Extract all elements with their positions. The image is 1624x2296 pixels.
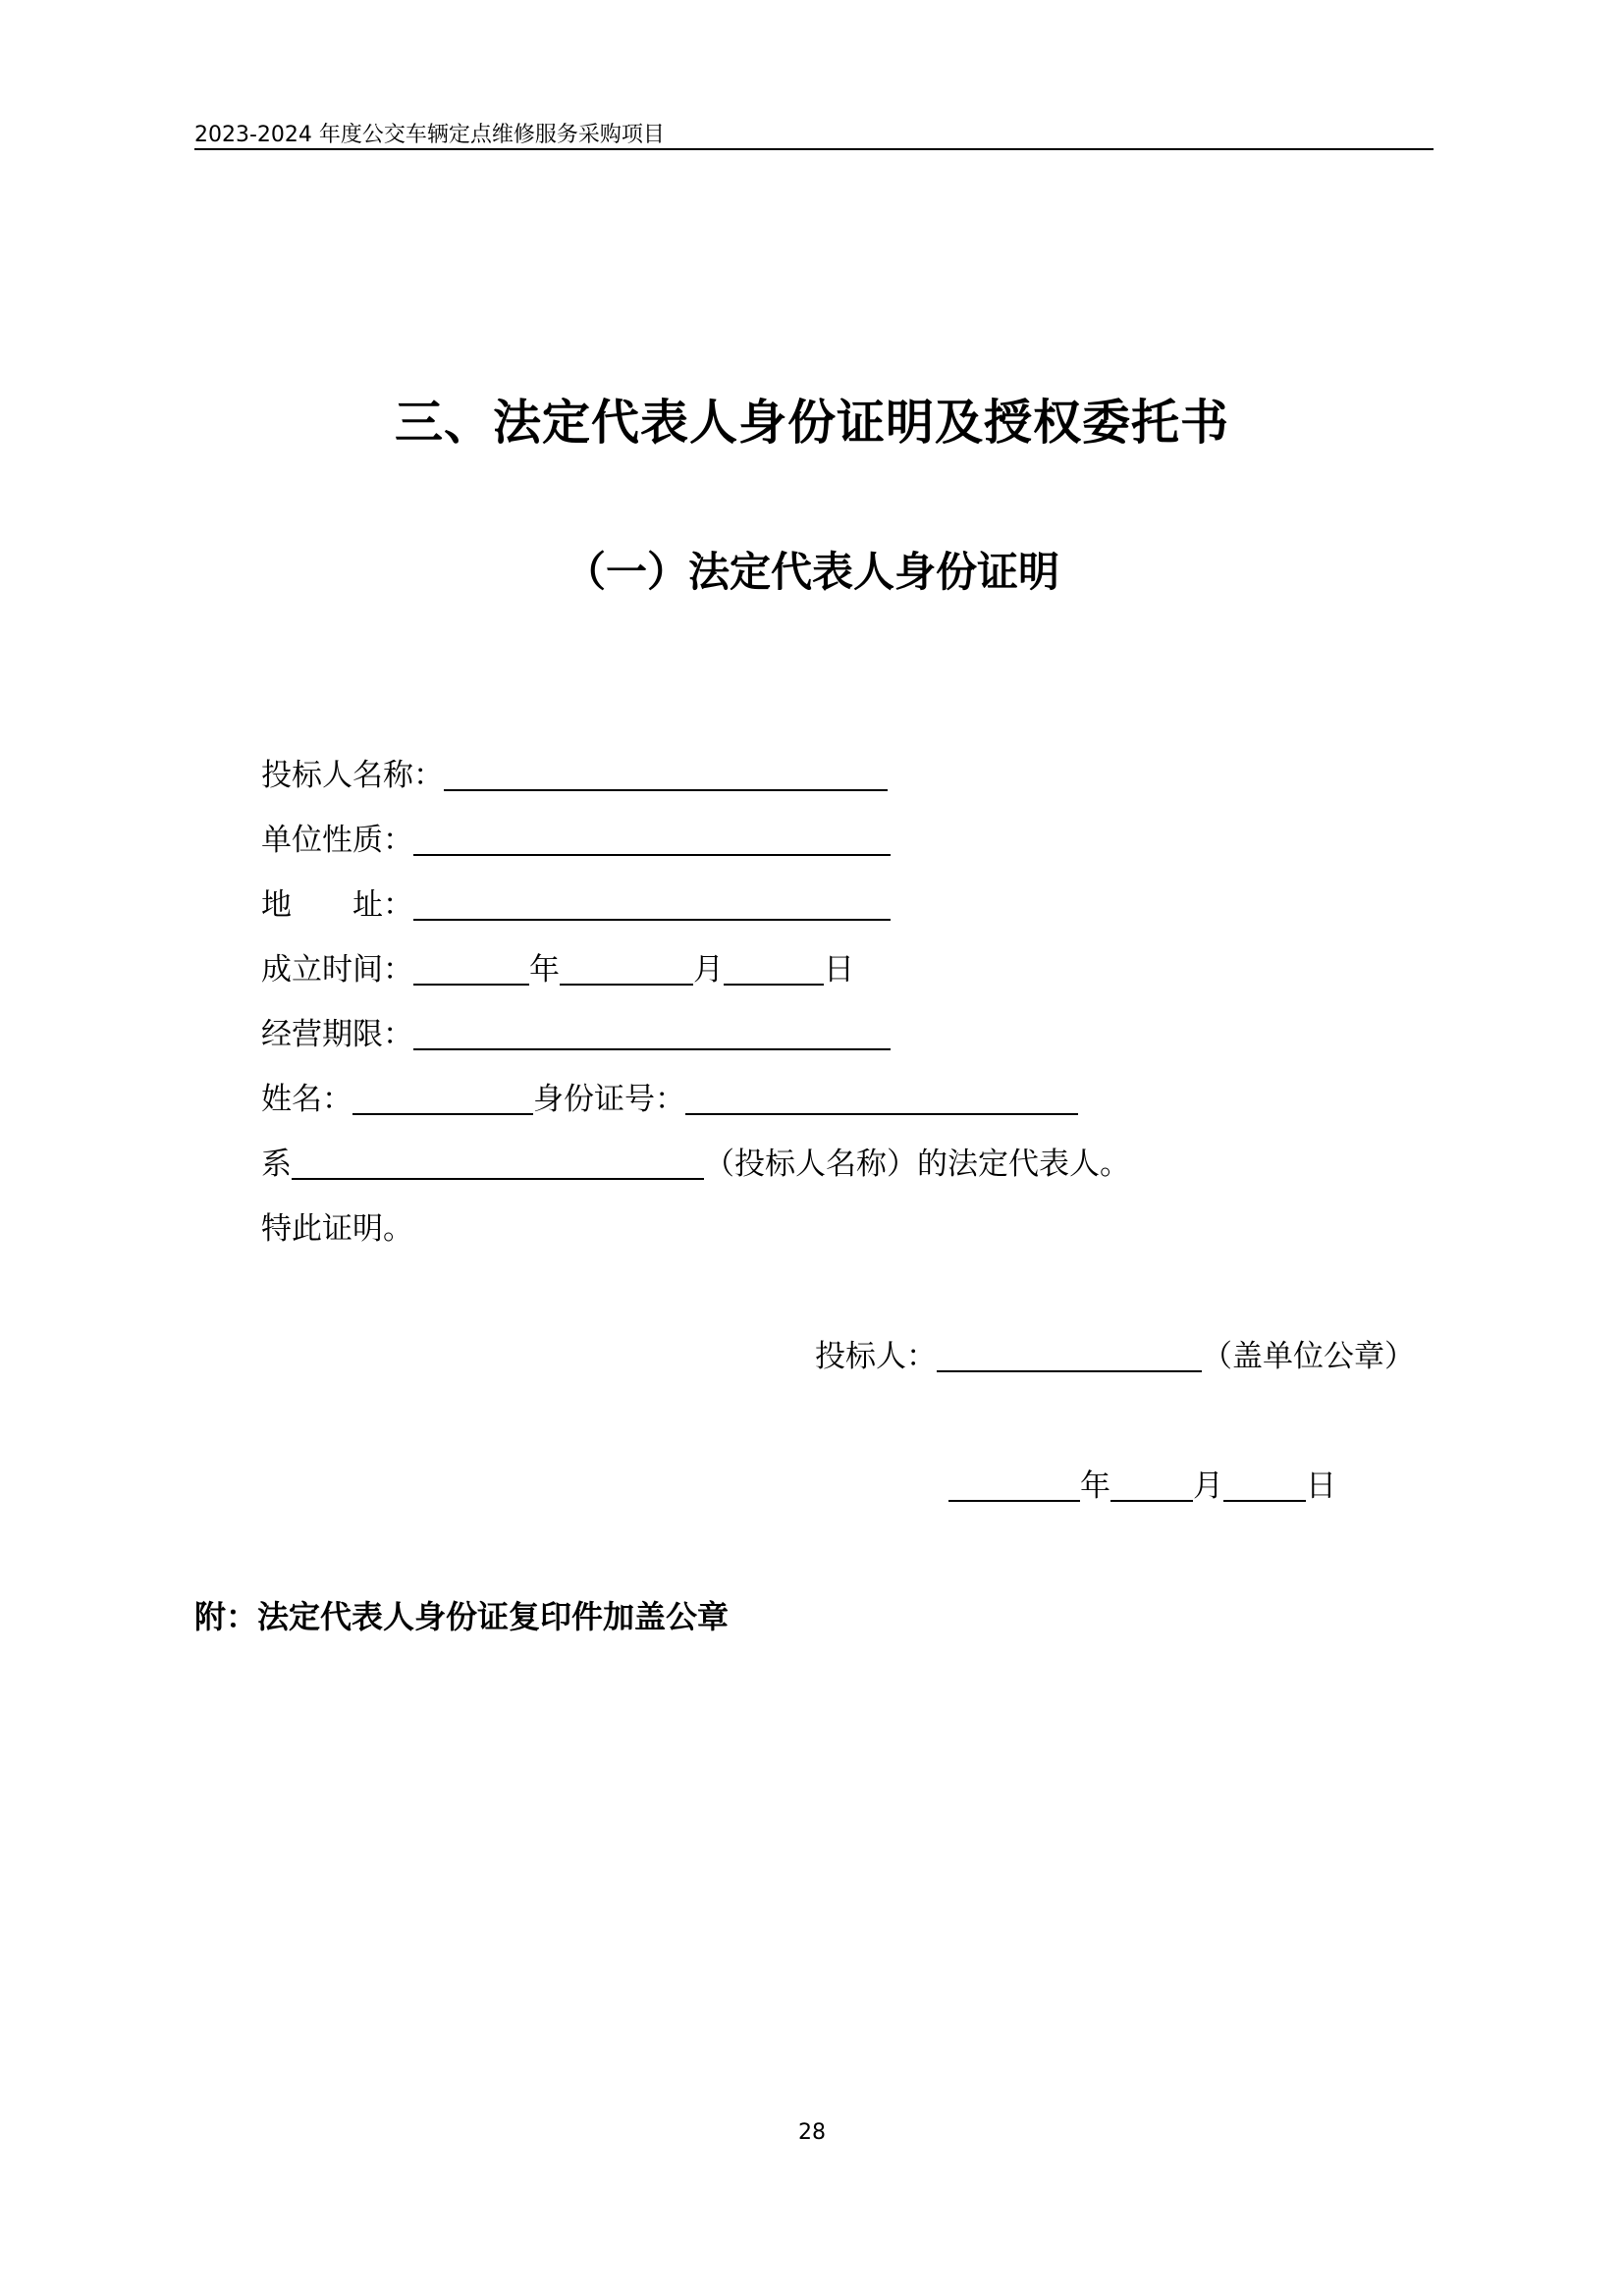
relation-bidder-field[interactable] xyxy=(292,1148,704,1180)
unit-nature-label: 单位性质： xyxy=(261,823,413,858)
address-label-first: 地 xyxy=(261,887,292,923)
business-term-row xyxy=(261,1015,891,1054)
page-number: 28 xyxy=(798,2120,826,2145)
relation-prefix: 系 xyxy=(261,1147,292,1182)
relation-suffix: （投标人名称）的法定代表人。 xyxy=(704,1147,1130,1182)
header-divider xyxy=(194,148,1434,150)
name-field[interactable] xyxy=(352,1084,533,1115)
name-label: 姓名： xyxy=(261,1082,352,1117)
subsection-title: （一）法定代表人身份证明 xyxy=(564,548,1059,596)
established-day-field[interactable] xyxy=(724,954,824,986)
signature-month-unit: 月 xyxy=(1193,1468,1223,1504)
signature-year-field[interactable] xyxy=(948,1470,1080,1502)
signature-date-row xyxy=(948,1467,1336,1506)
relation-row xyxy=(261,1145,1130,1184)
page-header-title: 2023-2024 年度公交车辆定点维修服务采购项目 xyxy=(194,123,665,147)
attachment-note: 附：法定代表人身份证复印件加盖公章 xyxy=(194,1598,730,1635)
id-number-label: 身份证号： xyxy=(533,1082,685,1117)
established-label: 成立时间： xyxy=(261,952,413,988)
bidder-name-label: 投标人名称： xyxy=(261,758,444,793)
signature-month-field[interactable] xyxy=(1110,1470,1193,1502)
address-field[interactable] xyxy=(413,889,891,921)
bidder-name-field[interactable] xyxy=(444,760,888,791)
address-label-second: 址： xyxy=(352,887,413,923)
established-day-unit: 日 xyxy=(824,952,854,988)
id-number-field[interactable] xyxy=(685,1084,1078,1115)
bidder-signature-row xyxy=(815,1337,1415,1376)
signature-year-unit: 年 xyxy=(1080,1468,1110,1504)
bidder-signature-field[interactable] xyxy=(937,1341,1202,1372)
signature-day-unit: 日 xyxy=(1306,1468,1336,1504)
seal-note: （盖单位公章） xyxy=(1202,1339,1415,1374)
business-term-field[interactable] xyxy=(413,1019,891,1050)
certify-text: 特此证明。 xyxy=(261,1211,413,1247)
bidder-signature-label: 投标人： xyxy=(815,1339,937,1374)
address-row xyxy=(261,885,891,925)
established-date-row xyxy=(261,950,854,989)
established-year-unit: 年 xyxy=(529,952,560,988)
unit-nature-row xyxy=(261,821,891,860)
established-month-unit: 月 xyxy=(693,952,724,988)
name-id-row xyxy=(261,1080,1078,1119)
unit-nature-field[interactable] xyxy=(413,825,891,856)
certify-row xyxy=(261,1209,413,1249)
established-month-field[interactable] xyxy=(560,954,693,986)
bidder-name-row xyxy=(261,756,888,795)
signature-day-field[interactable] xyxy=(1223,1470,1306,1502)
business-term-label: 经营期限： xyxy=(261,1017,413,1052)
established-year-field[interactable] xyxy=(413,954,529,986)
section-title: 三、法定代表人身份证明及授权委托书 xyxy=(394,395,1229,451)
